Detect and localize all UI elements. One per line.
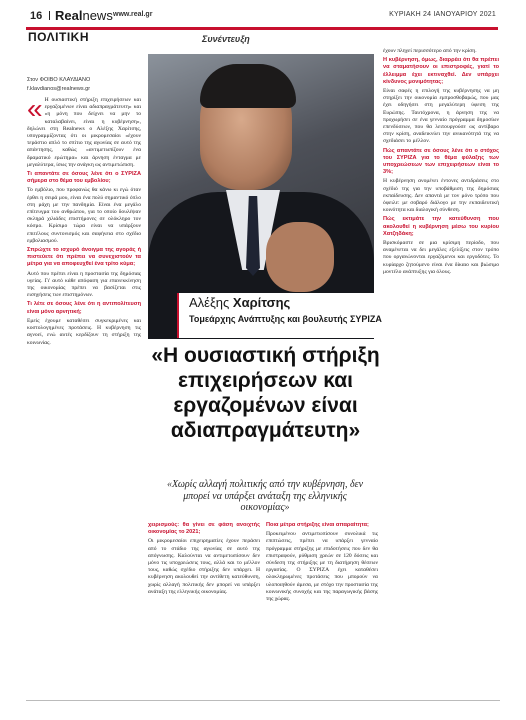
answer-2: Αυτό που πρέπει είναι η προστασία της δημόσιας υγείας. Γι' αυτό κάθε απόφαση για επανεκκίνηση της οικονομίας πρέπει να βασίζεται στις εισηγήσεις των επιστημόνων. bbox=[27, 270, 141, 299]
middle-answer-1: Οι μικρομεσαίοι επιχειρηματίες έχουν περάσει από το στάδιο της αγωνίας σε αυτό της απόγνωσης. Καλούνται να αντιμετωπίσουν δεν μόνο τις υποχρεώσεις τους, αλλά και το μέλλον τους, καθώς σχέδιο στήριξης δεν υπάρχει. Η κυβέρνηση ακολουθεί την αντίθετη κατεύθυνση, χωρίς αλλαγή πολιτικής δεν μπορεί να υπάρξει ανάταξη της ελληνικής οικονομίας. bbox=[148, 538, 260, 595]
middle-column-b bbox=[266, 522, 378, 698]
photo-hair bbox=[200, 64, 296, 108]
question-3: Τι λέτε σε όσους λένε ότι η αντιπολίτευση είναι μόνο αρνητική; bbox=[27, 301, 141, 315]
section-title: ΠΟΛΙΤΙΚΗ bbox=[28, 30, 90, 44]
right-answer-1: Είναι σαφές η επιλογή της κυβέρνησης να μη στηρίξει την οικονομία εμπροσθοβαρώς, που μας έχει οδηγήσει στη μεγαλύτερη ύφεση της Ευρώπης. Ταυτόχρονα, η άρνηση της να προχωρήσει σε ένα γενναίο πρόγραμμα δημοσίων επενδύσεων, που θα λειτουργούσε ως αντίβαρο στην κρίση, αναδεικνύει την ανικανότητά της να σχεδιάσει το μέλλον. bbox=[383, 88, 499, 145]
bottom-rule bbox=[26, 700, 500, 701]
brand-regular: news bbox=[82, 8, 113, 23]
intro-paragraph: Η ουσιαστική στήριξη επιχειρήσεων και εργαζομένων είναι αδιαπραγμάτευτη» και «η μόνη που δείχνει να μην το καταλαβαίνει, είναι η κυβέρνηση», δηλώνει στη Realnews ο Αλέξης Χαρίτσης, υπογραμμίζοντας ότι οι μικρομεσαίοι «έχουν τεράστιο απλό το σπίτιο της αγωνίας σε αυτό της απάντησης, καθώς «αντιμετωπίζουν ένα δραματικό ερώτημα» και άρνηση ένταγμα με μεγαλύτερα, ίσως την ανάγκη ως αντιμετώπιση. bbox=[27, 97, 141, 168]
right-question-1: Η κυβέρνηση, όμως, διαρρέει ότι θα πρέπει να σταματήσουν οι επιστροφές, γιατί το έλλειμμα έχει εκτιναχθεί. Δεν υπάρχει κίνδυνος μονιμότητας; bbox=[383, 57, 499, 85]
question-1: Τι απαντάτε σε όσους λένε ότι ο ΣΥΡΙΖΑ σήμερα στο θέμα του εμβολίου; bbox=[27, 171, 141, 185]
caption-first-name: Αλέξης bbox=[189, 295, 230, 310]
right-answer-2: Η κυβέρνηση ανομένει έντονες αντιδράσεις στο σχέδιό της για την υποβάθμιση της δημόσιας εκπαίδευσης. Δεν απαντά με τον μόνο τρόπο που όφειλε: με σοβαρό διάλογο με την εκπαιδευτική κοινότητα και διαλογική σύνθεση. bbox=[383, 178, 499, 214]
brand-logo bbox=[55, 8, 113, 23]
left-column bbox=[27, 97, 141, 697]
answer-3: Εμείς έχουμε καταθέσει συγκεκριμένες και κοστολογημένες προτάσεις. Η κυβέρνηση τις αγνοεί, ενώ αυτές κερδίζουν τη στήριξη της κοινωνίας. bbox=[27, 317, 141, 346]
right-answer-0: έχουν πληγεί περισσότερο από την κρίση. bbox=[383, 48, 477, 54]
caption-name bbox=[189, 295, 290, 310]
caption-last-name: Χαρίτσης bbox=[232, 295, 291, 310]
pull-quote: «Η ουσιαστική στήριξη επιχειρήσεων και εργαζομένων είναι αδιαπραγμάτευτη» bbox=[151, 344, 380, 442]
answer-1: Το εμβόλιο, που προφανώς θα κάνω κι εγώ όταν έρθει η σειρά μου, είναι ένα πολύ σημαντικό όπλο στη μάχη με την πανδημία. Είναι ένα μεγάλο επίτευγμα του ανθρώπου, για το οποίο δουλέψαν σκληρά χιλιάδες επιστήμονες σε ολόκληρο τον κόσμο. Κρίσιμο τώρα είναι να υπάρξουν επιτέλους συντονισμός και σαφήνεια στο σχέδιο εμβολιασμού. bbox=[27, 187, 141, 244]
page-number: 16 bbox=[30, 10, 43, 22]
middle-answer-2: Προκειμένου αντιμετωπίσουν συνολικά τις επιπτώσεις, πρέπει να υπάρξει γενναίο πρόγραμμα στήριξης με επιδοτήσεις που δεν θα επιστραφούν, ρύθμιση χρεών σε 120 δόσεις και σύνδεση της στήριξης με τη διατήρηση θέσεων εργασίας. Ο ΣΥΡΙΖΑ έχει καταθέσει ολοκληρωμένες προτάσεις που μπορούν να υλοποιηθούν άμεσα, με στόχο την προστασία της κοινωνικής συνοχής και της παραγωγικής βάσης της χώρας. bbox=[266, 531, 378, 603]
sub-quote: «Χωρίς αλλαγή πολιτικής από την κυβέρνηση, δεν μπορεί να υπάρξει ανάταξη της ελληνικής οικονομίας» bbox=[166, 479, 364, 513]
brand-bold: Real bbox=[55, 8, 83, 23]
drop-cap: « bbox=[27, 97, 43, 124]
article-kicker: Συνέντευξη bbox=[202, 34, 250, 44]
right-question-2: Πώς απαντάτε σε όσους λένε ότι ο στόχος του ΣΥΡΙΖΑ για το θέμα φύλαξης των υποχρεώσεων των επιχειρήσεων είναι το 3%; bbox=[383, 147, 499, 176]
issue-date: ΚΥΡΙΑΚΗ 24 ΙΑΝΟΥΑΡΙΟΥ 2021 bbox=[389, 11, 496, 18]
right-answer-3: Βρισκόμαστε σε μια κρίσιμη περίοδο, που αναμένεται να δει μεγάλες εξελίξεις στον τρόπο που οργανώνονται εργαζόμενοι και εργοδότες. Το κυρίαρχο ζητούμενο είναι ένα δίκαιο και βιώσιμο μοντέλο ανάπτυξης για όλους. bbox=[383, 240, 499, 275]
question-2: Σπρώχτε το ισχυρό άνοιγμα της αγοράς ή πιστεύετε ότι πρέπει να συνεχιστούν τα μέτρα για να αποφευχθεί ένα τρίτο κύμα; bbox=[27, 247, 141, 268]
right-question-3: Πώς εκτιμάτε την κατεύθυνση που ακολουθεί η κυβέρνηση μέσω του κυρίου Χατζηδάκη; bbox=[383, 216, 499, 237]
byline-email: f.klavdianos@realnews.gr bbox=[27, 86, 91, 92]
caption-role: Τομεάρχης Ανάπτυξης και βουλευτής ΣΥΡΙΖΑ bbox=[189, 314, 382, 324]
right-column bbox=[383, 48, 499, 698]
photo-hand bbox=[266, 222, 334, 292]
middle-question-1: χειρισμούς: θα γίνει σε φάση ανοιχτής οικονομίας το 2021; bbox=[148, 522, 260, 536]
header-divider bbox=[49, 11, 50, 20]
photo-caption bbox=[177, 293, 382, 338]
site-url: www.real.gr bbox=[113, 11, 153, 18]
middle-question-2: Ποια μέτρα στήριξης είναι απαραίτητα; bbox=[266, 522, 369, 528]
middle-column-a bbox=[148, 522, 260, 698]
section-rule bbox=[26, 27, 498, 30]
byline-author: Στον ΦΟΙΒΟ ΚΛΑΥΔΙΑΝΟ bbox=[27, 77, 91, 83]
